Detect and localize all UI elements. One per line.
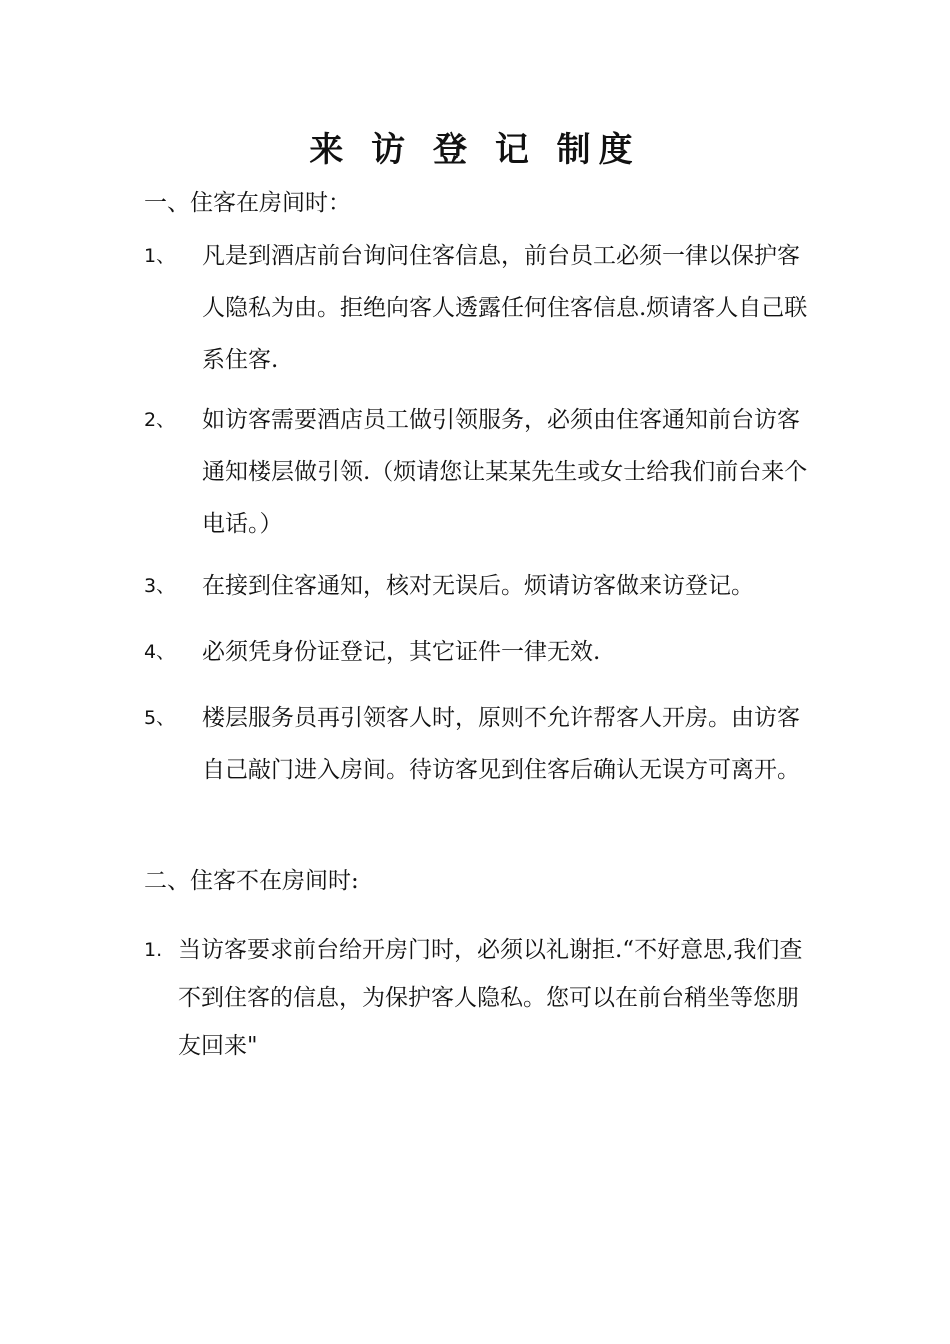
section-heading-guest-not-in-room: 二、住客不在房间时: (144, 868, 359, 894)
section-heading-guest-in-room: 一、住客在房间时： (144, 190, 351, 216)
rule-text: 如访客需要酒店员工做引领服务，必须由住客通知前台访客通知楼层做引领.（烦请您让某某先生或女士给我们前台来个电话。） (202, 407, 808, 537)
rule-text: 当访客要求前台给开房门时，必须以礼谢拒.“不好意思,我们查不到住客的信息，为保护客人隐私。您可以在前台稍坐等您朋友回来" (178, 937, 803, 1059)
rule-number: 3、 (144, 575, 176, 597)
rule-text: 在接到住客通知，核对无误后。烦请访客做来访登记。 (202, 573, 754, 599)
rule-number: 1. (144, 939, 163, 961)
rule-text: 必须凭身份证登记，其它证件一律无效. (202, 639, 601, 665)
rule-number: 2、 (144, 409, 176, 431)
rule-number: 5、 (144, 707, 176, 729)
rule-number: 4、 (144, 641, 176, 663)
rule-text: 楼层服务员再引领客人时，原则不允许帮客人开房。由访客自己敲门进入房间。待访客见到住客后确认无误方可离开。 (202, 705, 800, 783)
rule-number: 1、 (144, 245, 176, 267)
rule-text: 凡是到酒店前台询问住客信息，前台员工必须一律以保护客人隐私为由。拒绝向客人透露任何住客信息.烦请客人自己联系住客. (202, 243, 808, 373)
document-title: 来 访 登 记 制度 (309, 130, 641, 170)
